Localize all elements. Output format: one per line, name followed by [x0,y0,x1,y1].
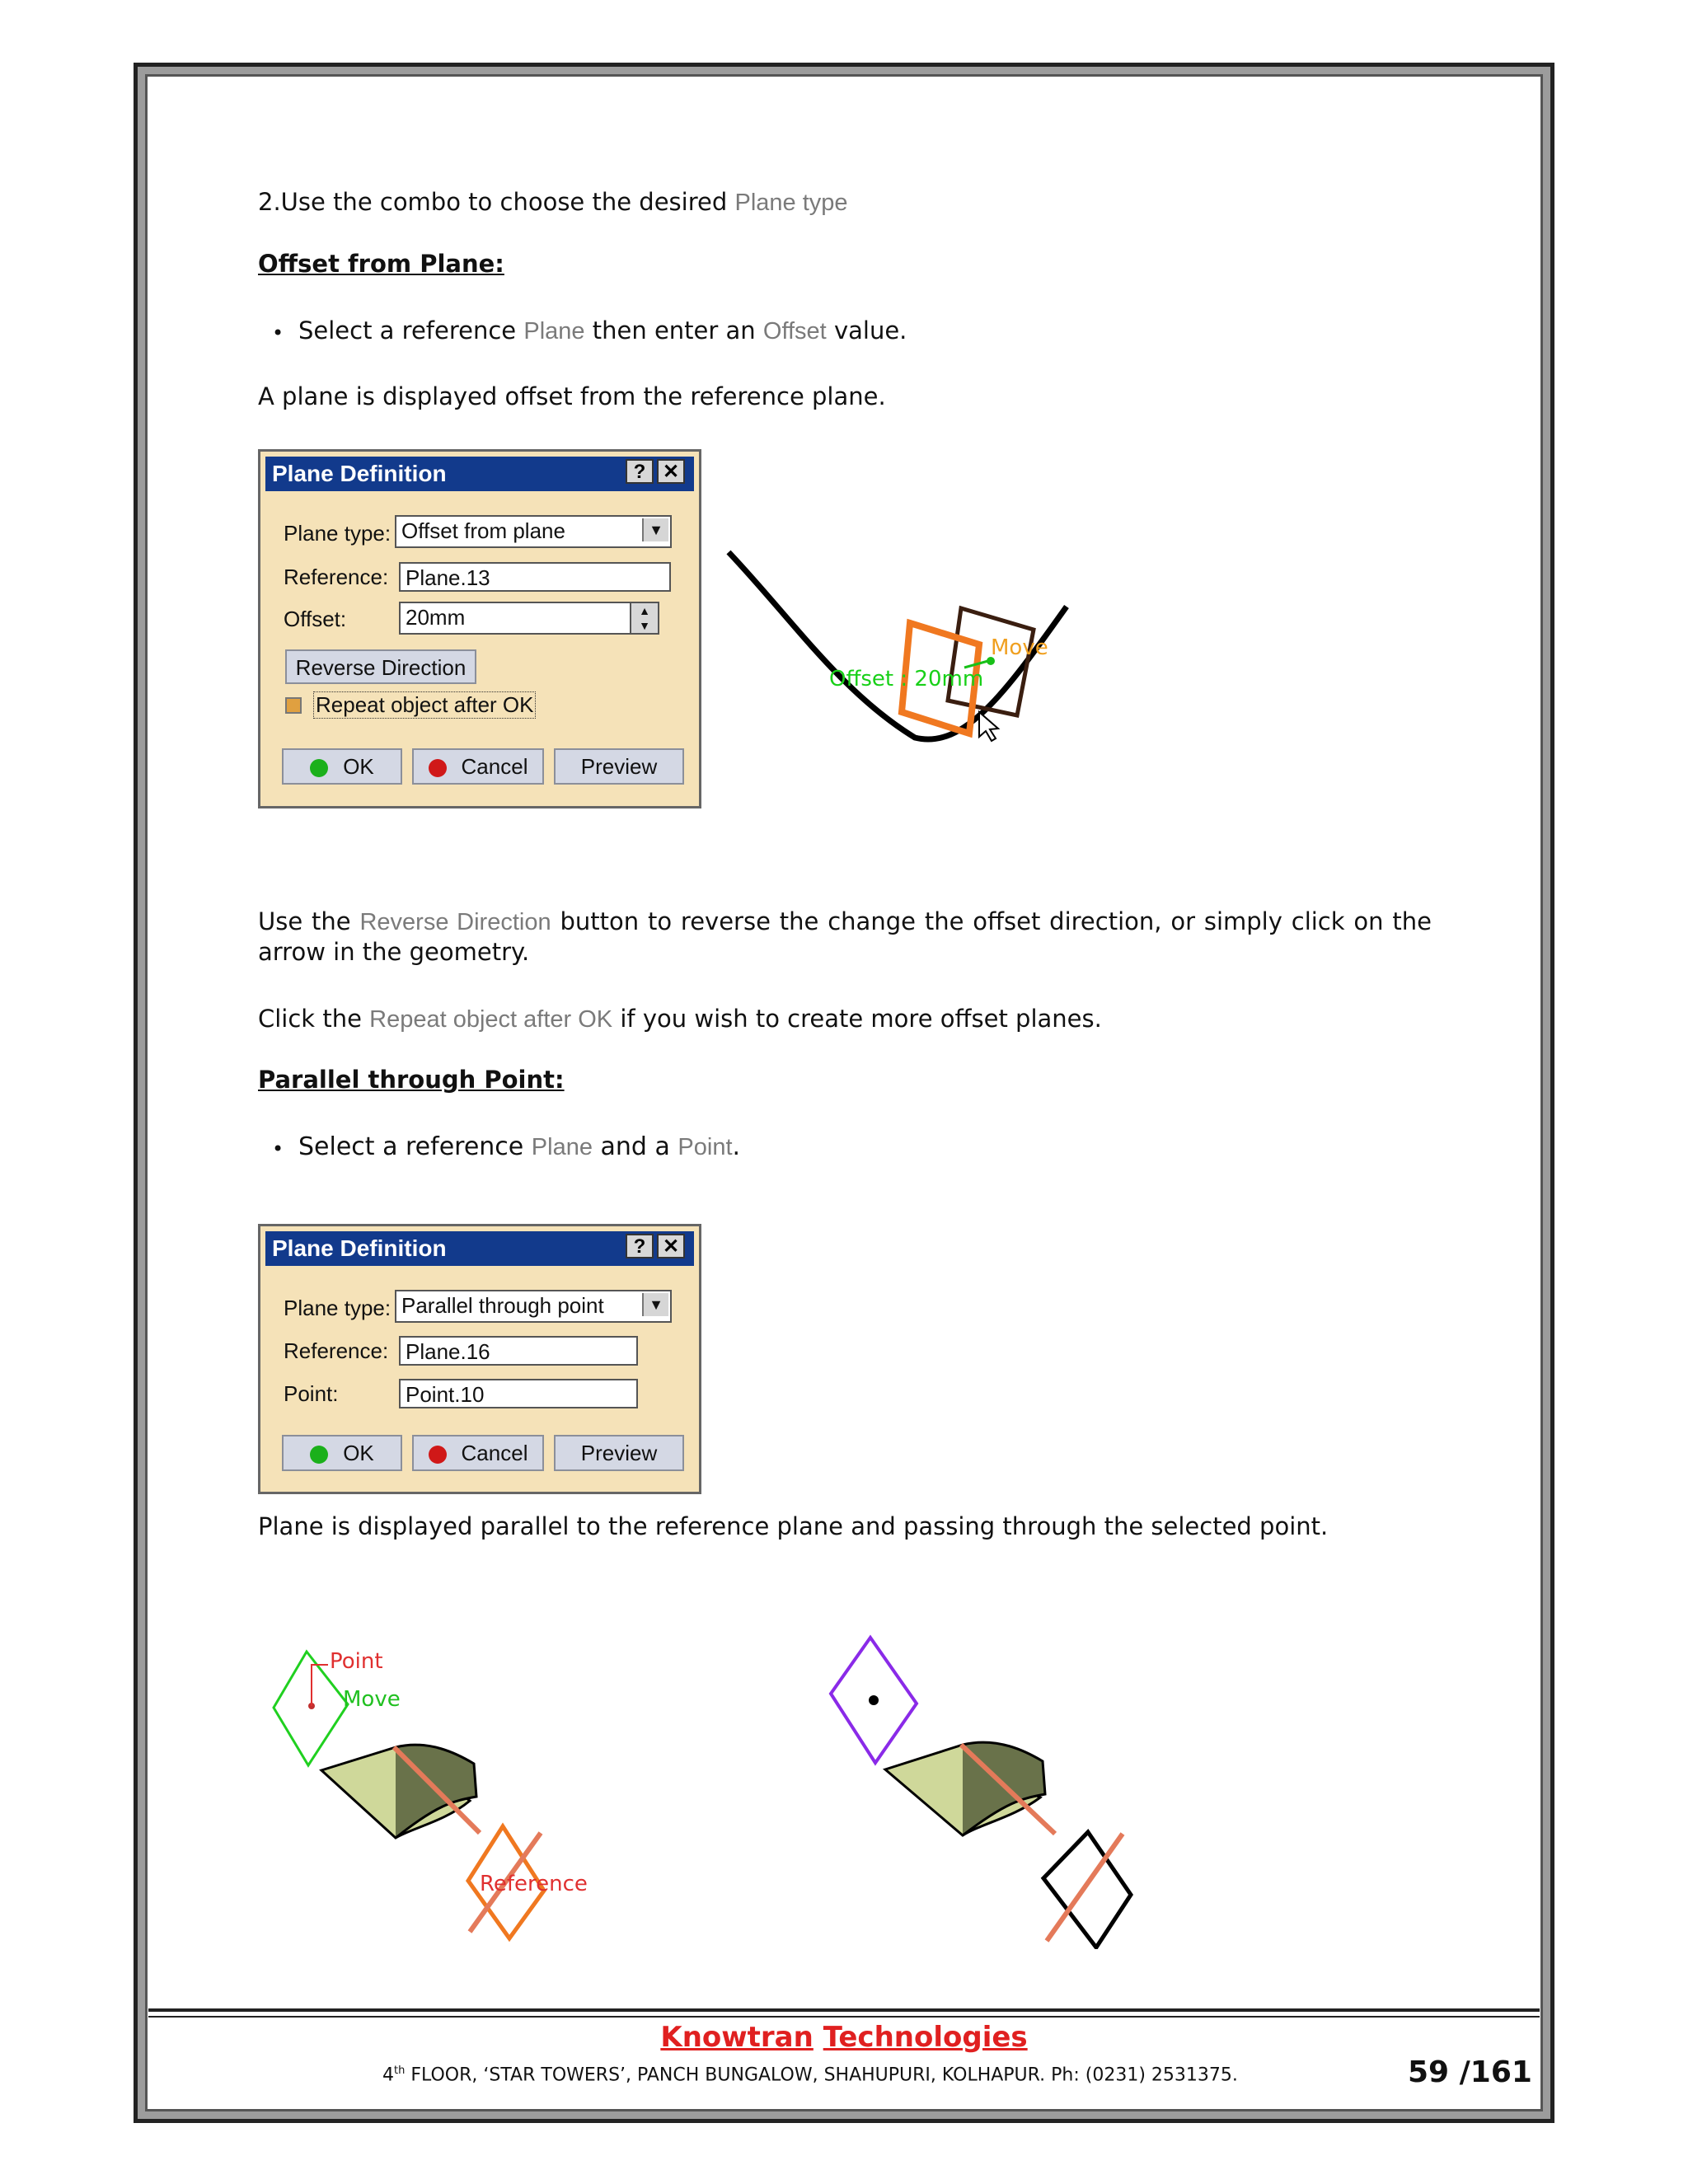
plane-definition-dialog [258,449,701,808]
offset-field[interactable]: 20mm [399,602,646,635]
cancel-icon [429,1446,447,1464]
address-sup: th [394,2064,406,2077]
preview-button[interactable]: Preview [554,1435,684,1471]
bullet-text: Select a reference [298,316,524,344]
plane-type-label: Plane type: [284,1296,392,1320]
footer-rule [148,2008,1540,2012]
preview-button[interactable]: Preview [554,748,684,785]
footer-rule [148,2016,1540,2018]
plane-definition-dialog-2 [258,1224,701,1494]
address-floor: 4 [382,2064,394,2086]
help-button[interactable]: ? [626,459,654,484]
bullet-dot: • [272,1137,284,1160]
company-name-part: Technologies [823,2021,1028,2054]
para-text: if you wish to create more offset planes. [612,1005,1102,1033]
reference-label: Reference: [284,1338,389,1363]
ok-label: OK [343,754,374,779]
repeat-paragraph [258,1004,1102,1034]
intro-text: 2.Use the combo to choose the desired [258,188,735,216]
plane-type-label: Plane type: [284,521,392,546]
intro-term: Plane type [734,190,848,216]
plane-type-select[interactable] [395,515,672,548]
cancel-label: Cancel [461,754,528,779]
ok-button[interactable] [282,1435,402,1471]
term-offset: Offset [762,318,827,344]
footer-address [382,2064,1238,2085]
parallel-plane-figure-before [264,1632,626,1953]
company-name [0,2021,1688,2054]
company-name-part: Knowtran [660,2021,814,2054]
bullet-text: then enter an [584,316,763,344]
close-button[interactable]: ✕ [657,1234,685,1258]
point-annotation: Point [330,1649,383,1674]
dialog-title: Plane Definition [272,461,447,486]
ok-button[interactable] [282,748,402,785]
term-repeat-object: Repeat object after OK [369,1006,613,1033]
cancel-label: Cancel [461,1441,528,1465]
bullet-offset [298,316,907,346]
term-point: Point [678,1134,733,1160]
reference-field[interactable]: Plane.16 [399,1336,638,1366]
para-text: button to reverse the change the offset direction, or simply click on the arrow in the geometry. [258,907,1432,966]
page-number: 59 /161 [1408,2055,1532,2089]
point-leader [312,1665,328,1706]
plane-type-select[interactable] [395,1290,672,1323]
para-text: Click the [258,1005,370,1033]
ok-icon [310,1446,328,1464]
point-marker [869,1695,879,1705]
term-plane: Plane [531,1134,593,1160]
section-heading-offset: Offset from Plane: [258,250,504,278]
reference-field[interactable]: Plane.13 [399,562,671,592]
dropdown-arrow-icon[interactable]: ▼ [642,518,668,541]
bullet-text: and a [592,1132,678,1161]
offset-plane-figure [717,527,1096,758]
reference-label: Reference: [284,565,389,589]
point-field[interactable]: Point.10 [399,1379,638,1408]
reference-annotation: Reference [480,1872,588,1896]
offset-label: Offset: [284,607,347,631]
reverse-paragraph [258,907,1432,967]
repeat-checkbox[interactable] [285,697,302,714]
ok-icon [310,759,328,777]
dialog-title: Plane Definition [272,1235,447,1261]
term-plane: Plane [523,318,585,344]
cursor-icon [979,712,998,741]
point-label: Point: [284,1381,339,1406]
address-text: FLOOR, ‘STAR TOWERS’, PANCH BUNGALOW, SHAHUPURI, KOLHAPUR. Ph: (0231) 2531375. [405,2064,1238,2086]
bullet-text: value. [826,316,907,344]
parallel-description: Plane is displayed parallel to the reference plane and passing through the selected point. [258,1512,1329,1540]
repeat-label[interactable]: Repeat object after OK [313,691,536,719]
bullet-text: Select a reference [298,1132,532,1161]
bullet-parallel [298,1132,740,1162]
move-annotation: Move [343,1687,401,1712]
cancel-button[interactable] [412,1435,544,1471]
section-heading-parallel: Parallel through Point: [258,1066,565,1094]
reverse-direction-button[interactable]: Reverse Direction [285,649,476,684]
para-text: Use the [258,907,360,935]
bullet-text: . [732,1132,741,1161]
plane-type-value: Parallel through point [401,1293,604,1318]
cancel-icon [429,759,447,777]
intro-line [258,187,848,218]
term-reverse-direction: Reverse Direction [359,909,551,935]
dropdown-arrow-icon[interactable]: ▼ [642,1293,668,1316]
help-button[interactable]: ? [626,1234,654,1258]
plane-type-value: Offset from plane [401,518,565,543]
bullet-dot: • [272,321,284,344]
cancel-button[interactable] [412,748,544,785]
close-button[interactable]: ✕ [657,459,685,484]
offset-description: A plane is displayed offset from the reference plane. [258,382,886,410]
parallel-plane-figure-after [816,1628,1162,1949]
offset-spinner[interactable]: ▲ ▼ [630,602,659,635]
move-annotation: Move [991,635,1048,660]
ok-label: OK [343,1441,374,1465]
offset-annotation: Offset : 20mm [829,667,984,691]
